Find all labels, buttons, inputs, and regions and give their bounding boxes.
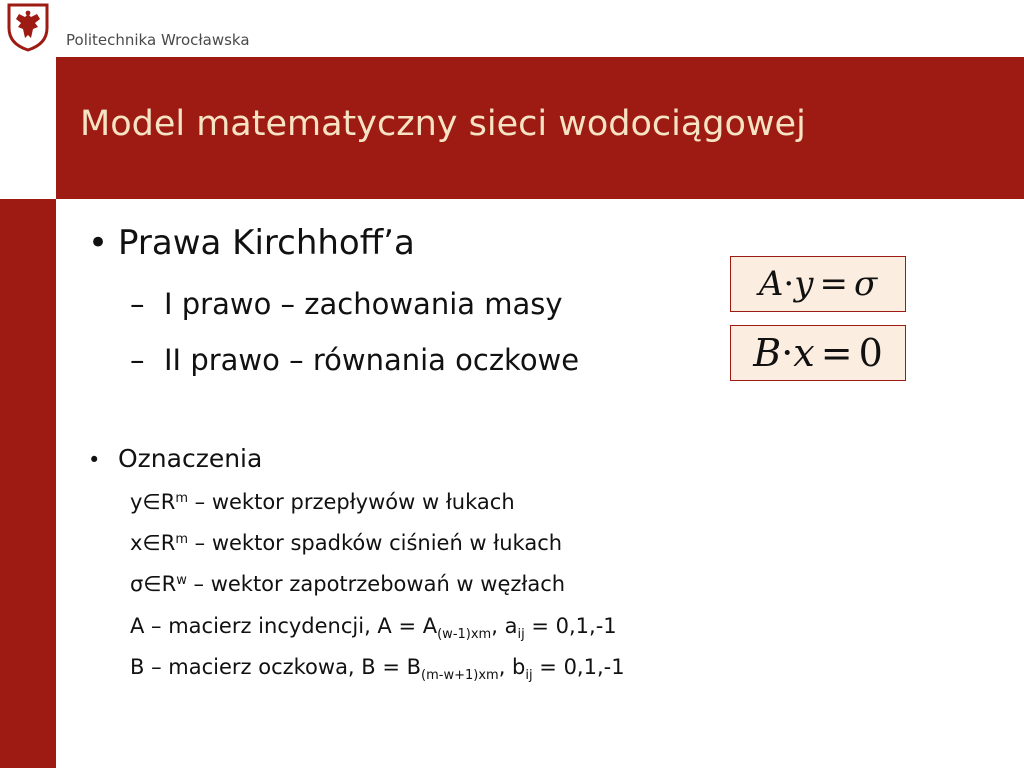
equation-symbol: 0	[858, 331, 883, 375]
notation-description: – wektor zapotrzebowań w węzłach	[186, 572, 566, 596]
equation-mass-balance	[730, 256, 906, 312]
university-name: Politechnika Wrocławska	[66, 31, 250, 49]
notation-title: Oznaczenia	[118, 444, 263, 473]
notation-description: A – macierz incydencji, A = A	[130, 614, 438, 638]
notation-description: B – macierz oczkowa, B = B	[130, 655, 422, 679]
notation-subscript: ij	[525, 668, 533, 683]
eagle-shield-icon	[6, 2, 50, 52]
dash-icon: –	[130, 343, 145, 377]
kirchhoff-heading	[88, 223, 415, 263]
second-law-text: II prawo – równania oczkowe	[164, 343, 580, 377]
equation-symbol: y	[794, 264, 814, 304]
equation-symbol: B	[753, 331, 782, 375]
dash-icon: –	[130, 287, 145, 321]
notation-description: = 0,1,-1	[524, 614, 617, 638]
incidence-matrix-item	[130, 614, 617, 642]
notation-subscript: (w-1)xm	[437, 627, 492, 642]
kirchhoff-title: Prawa Kirchhoff’a	[118, 223, 415, 263]
notation-superscript: w	[176, 573, 187, 588]
first-law-item	[130, 287, 563, 321]
notation-item	[130, 490, 515, 514]
first-law-text: I prawo – zachowania masy	[164, 287, 563, 321]
equation-symbol: A	[758, 264, 784, 304]
loop-matrix-item	[130, 655, 625, 683]
notation-symbol: y∈R	[130, 490, 176, 514]
notation-subscript: ij	[517, 627, 525, 642]
notation-item	[130, 572, 565, 596]
bullet-icon: •	[88, 223, 109, 263]
equation-loop	[730, 325, 906, 381]
notation-subscript: (m-w+1)xm	[421, 668, 499, 683]
notation-description: , b	[498, 655, 526, 679]
equation-operator: =	[819, 264, 848, 304]
notation-description: = 0,1,-1	[532, 655, 625, 679]
equation-operator: =	[820, 331, 853, 375]
equation-operator: ·	[781, 331, 794, 375]
notation-item	[130, 531, 562, 555]
notation-heading	[88, 444, 262, 473]
university-logo	[6, 2, 50, 52]
notation-description: – wektor spadków ciśnień w łukach	[187, 531, 563, 555]
notation-symbol: x∈R	[130, 531, 176, 555]
equation-symbol: σ	[853, 264, 878, 304]
equation-operator: ·	[783, 264, 795, 304]
second-law-item	[130, 343, 579, 377]
notation-symbol: σ∈R	[130, 572, 177, 596]
notation-description: , a	[491, 614, 518, 638]
left-decorative-strip	[0, 199, 56, 768]
slide-title: Model matematyczny sieci wodociągowej	[80, 104, 806, 144]
bullet-icon: •	[88, 448, 101, 472]
notation-description: – wektor przepływów w łukach	[187, 490, 515, 514]
notation-superscript: m	[175, 532, 188, 547]
equation-symbol: x	[793, 331, 815, 375]
notation-superscript: m	[175, 491, 188, 506]
